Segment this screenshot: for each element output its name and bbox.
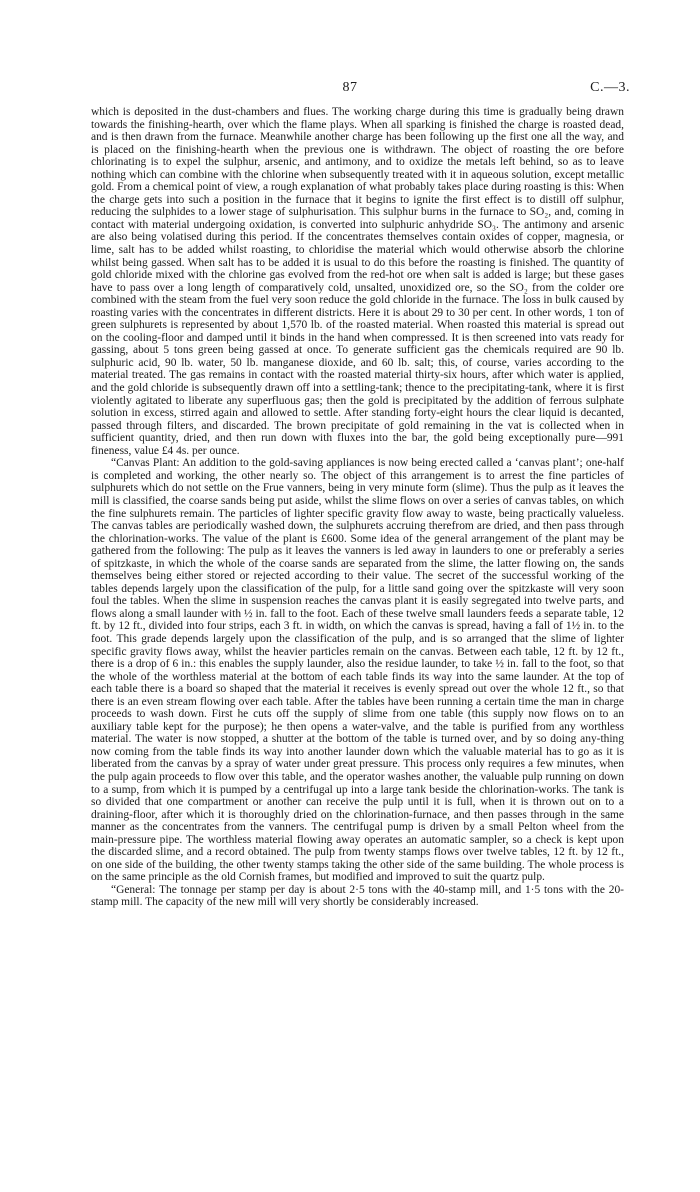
paragraph-roasting: which is deposited in the dust-chambers and flues. The working charge during this time is gradually being drawn towards the finishing-hearth, over which the flame plays. When all sparking is finished the charge is roasted dead, and is then drawn from the furnace. Meanwhile another charge has been following up the first one all the way, and is placed on the finishing-hearth when the previous one is withdrawn. The object of roasting the ore before chlorinating is to expel the sulphur, arsenic, and antimony, and to oxidize the metals left behind, so as to leave nothing which can combine with the chlorine when subsequently treated with it in aqueous solution, except metallic gold. From a chemical point of view, a rough explanation of what probably takes place during roasting is this: When the charge gets into such a position in the furnace that it begins to ignite the first effect is to distill off sulphur, reducing the sulphides to a lower stage of sulphurisation. This sulphur burns in the furnace to SO₂, and, coming in contact with material undergoing oxidation, is converted into sulphuric anhydride SO₃. The antimony and arsenic are also being volatised during this period. If the concentrates themselves contain oxides of copper, magnesia, or lime, salt has to be added whilst roasting, to chloridise the material which would otherwise absorb the chlorine whilst being gassed. When salt has to be added it is usual to do this before the roasting is finished. The quantity of gold chloride mixed with the chlorine gas evolved from the red-hot ore when salt is added is large; but these gases have to pass over a long length of comparatively cold, unsalted, unoxidized ore, so the SO₂ from the colder ore combined with the steam from the fuel very soon reduce the gold chloride in the furnace. The loss in bulk caused by roasting varies with the concentrates in different districts. Here it is about 29 to 30 per cent. In other words, 1 ton of green sulphurets is represented by about 1,570 lb. of the roasted material. When roasted this material is spread out on the cooling-floor and damped until it binds in the hand when compressed. It is then screened into vats ready for gassing, about 5 tons green being gassed at once. To generate sufficient gas the chemicals required are 90 lb. sulphuric acid, 90 lb. water, 50 lb. manganese dioxide, and 60 lb. salt; this, of course, varies according to the material treated. The gas remains in contact with the roasted material thirty-six hours, after which water is applied, and the gold chloride is subsequently drawn off into a settling-tank; thence to the precipitating-tank, where it is first violently agitated to liberate any superfluous gas; then the gold is precipitated by the addition of ferrous sulphate solution in excess, stirred again and allowed to settle. After standing forty-eight hours the clear liquid is decanted, passed through filters, and discarded. The brown precipitate of gold remaining in the vat is collected when in sufficient quantity, dried, and then run down with fluxes into the bar, the gold being exceptionally pure—991 fineness, value £4 4s. per ounce. — [91, 106, 624, 457]
body-text — [91, 106, 624, 909]
document-reference: C.—3. — [590, 80, 630, 95]
paragraph-canvas-plant: “Canvas Plant: An addition to the gold-saving appliances is now being erected called a ‘canvas plant’; one-half is completed and working, the other nearly so. The object of this arrangement is to arrest the fine particles of sulphurets which do not settle on the Frue vanners, being in very minute form (slime). Thus the pulp as it leaves the mill is classified, the coarse sands being put aside, whilst the slime flows on over a series of canvas tables, on which the fine sulphurets remain. The particles of lighter specific gravity flow away to waste, being practically valueless. The canvas tables are periodically washed down, the sulphurets accruing therefrom are dried, and then pass through the chlorination-works. The value of the plant is £600. Some idea of the general arrangement of the plant may be gathered from the following: The pulp as it leaves the vanners is led away in launders to one or preferably a series of spitzkaste, in which the whole of the coarse sands are separated from the slime, the latter flowing on, the sands themselves being either stored or rejected according to their value. The secret of the successful working of the tables depends largely upon the classification of the pulp, for a little sand going over the spitzkaste will very soon foul the tables. When the slime in suspension reaches the canvas plant it is easily segregated into twelve parts, and flows along a small launder with ½ in. fall to the foot. Each of these twelve small launders feeds a separate table, 12 ft. by 12 ft., divided into four strips, each 3 ft. in width, on which the canvas is spread, having a fall of 1½ in. to the foot. This grade depends largely upon the classification of the pulp, and is so arranged that the slime of lighter specific gravity flows away, whilst the heavier particles remain on the canvas. Between each table, 12 ft. by 12 ft., there is a drop of 6 in.: this enables the supply launder, also the residue launder, to take ½ in. fall to the foot, so that the whole of the worthless material at the bottom of each table finds its way into the same launder. At the top of each table there is a board so shaped that the material it receives is evenly spread out over the whole 12 ft., so that there is an even stream flowing over each table. After the tables have been running a certain time the man in charge proceeds to wash down. First he cuts off the supply of slime from one table (this supply now flows on to an auxiliary table kept for the purpose); he then opens a water-valve, and the table is purified from any worthless material. The water is now stopped, a shutter at the bottom of the table is turned over, and by so doing any-thing now coming from the table finds its way into another launder down which the valuable material has to go as it is liberated from the canvas by a spray of water under great pressure. This process only requires a few minutes, when the pulp again proceeds to flow over this table, and the operator washes another, the valuable pulp running on down to a sump, from which it is pumped by a centrifugal up into a large tank beside the chlorination-works. The tank is so divided that one compartment or another can receive the pulp until it is full, when it is thrown out on to a draining-floor, after which it is thoroughly dried on the chlorination-furnace, and then passes through in the same manner as the concentrates from the vanners. The centrifugal pump is driven by a small Pelton wheel from the main-pressure pipe. The worthless material flowing away operates an automatic sampler, so a check is kept upon the discarded slime, and a record obtained. The pulp from twenty stamps flows over twelve tables, 12 ft. by 12 ft., on one side of the building, the other twenty stamps taking the other side of the same building. The whole process is on the same principle as the old Cornish frames, but modified and improved to suit the quartz pulp. — [91, 457, 624, 884]
page-number: 87 — [342, 80, 358, 95]
paragraph-general: “General: The tonnage per stamp per day is about 2·5 tons with the 40-stamp mill, and 1·5 tons with the 20-stamp mill. The capacity of the new mill will very shortly be considerably increased. — [91, 883, 624, 909]
